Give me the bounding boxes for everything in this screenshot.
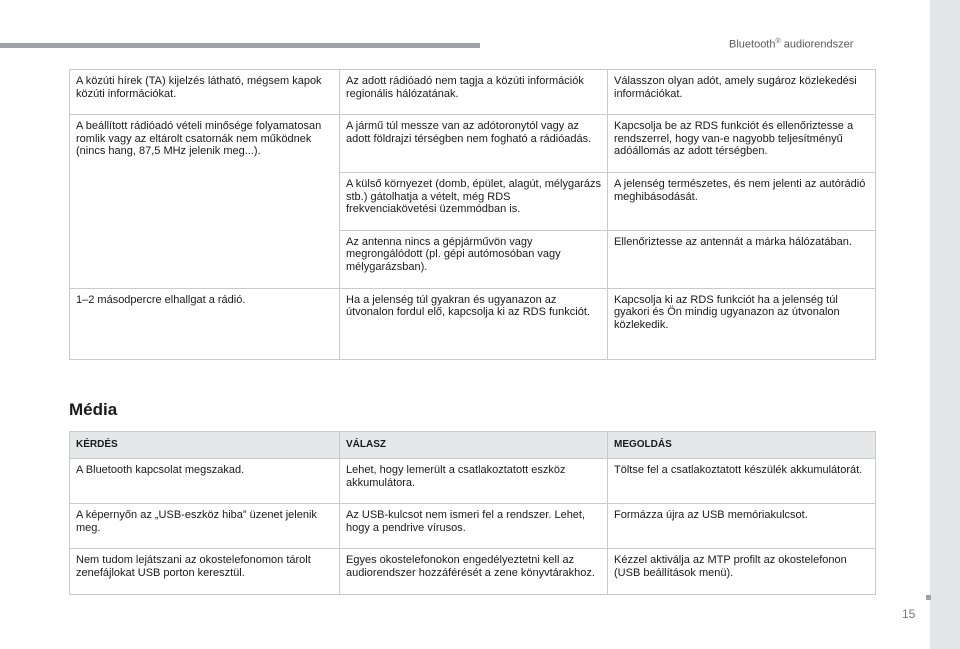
radio-troubleshooting-table xyxy=(69,69,876,360)
page-header-title: Bluetooth® audiorendszer xyxy=(729,38,854,51)
solution-cell: Töltse fel a csatlakoztatott készülék akkumulátorát. xyxy=(608,459,876,504)
table-row xyxy=(70,459,876,504)
header-bar xyxy=(0,43,480,48)
solution-cell: Ellenőriztesse az antennát a márka hálózatában. xyxy=(608,230,876,288)
table-row xyxy=(70,70,876,115)
question-cell: A képernyőn az „USB-eszköz hiba” üzenet jelenik meg. xyxy=(70,504,340,549)
answer-cell: Lehet, hogy lemerült a csatlakoztatott eszköz akkumulátora. xyxy=(340,459,608,504)
table-row xyxy=(70,288,876,360)
answer-cell: A külső környezet (domb, épület, alagút, mélygarázs stb.) gátolhatja a vételt, még RDS frekvenciakövetési üzemmódban is. xyxy=(340,172,608,230)
question-cell: A Bluetooth kapcsolat megszakad. xyxy=(70,459,340,504)
question-cell: Nem tudom lejátszani az okostelefonomon tárolt zenefájlokat USB porton keresztül. xyxy=(70,549,340,594)
solution-cell: Kapcsolja be az RDS funkciót és ellenőriztesse a rendszerrel, hogy van-e nagyobb teljesítményű adóállomás az adott térségben. xyxy=(608,115,876,173)
table-header-row xyxy=(70,432,876,459)
solution-cell: Válasszon olyan adót, amely sugároz közlekedési információkat. xyxy=(608,70,876,115)
side-strip xyxy=(930,0,960,649)
solution-cell: Kapcsolja ki az RDS funkciót ha a jelenség túl gyakori és Ön mindig ugyanazon az útvonalon közlekedik. xyxy=(608,288,876,360)
column-header-solution: MEGOLDÁS xyxy=(608,432,876,459)
column-header-question: KÉRDÉS xyxy=(70,432,340,459)
question-cell: 1–2 másodpercre elhallgat a rádió. xyxy=(70,288,340,360)
page-marker xyxy=(926,595,931,600)
section-title: Média xyxy=(69,400,118,419)
answer-cell: Ha a jelenség túl gyakran és ugyanazon az útvonalon fordul elő, kapcsolja ki az RDS funkciót. xyxy=(340,288,608,360)
table-row xyxy=(70,115,876,173)
solution-cell: Kézzel aktiválja az MTP profilt az okostelefonon (USB beállítások menü). xyxy=(608,549,876,594)
table-row xyxy=(70,504,876,549)
solution-cell: A jelenség természetes, és nem jelenti az autórádió meghibásodását. xyxy=(608,172,876,230)
column-header-answer: VÁLASZ xyxy=(340,432,608,459)
question-cell: A közúti hírek (TA) kijelzés látható, mégsem kapok közúti információkat. xyxy=(70,70,340,115)
answer-cell: Az USB-kulcsot nem ismeri fel a rendszer. Lehet, hogy a pendrive vírusos. xyxy=(340,504,608,549)
solution-cell: Formázza újra az USB memóriakulcsot. xyxy=(608,504,876,549)
answer-cell: A jármű túl messze van az adótoronytól vagy az adott földrajzi térségben nem fogható a rádióadás. xyxy=(340,115,608,173)
answer-cell: Az adott rádióadó nem tagja a közúti információk regionális hálózatának. xyxy=(340,70,608,115)
table-row xyxy=(70,549,876,594)
page-number: 15 xyxy=(902,607,916,621)
answer-cell: Egyes okostelefonokon engedélyeztetni kell az audiorendszer hozzáférését a zene könyvtárakhoz. xyxy=(340,549,608,594)
media-troubleshooting-table xyxy=(69,431,876,595)
answer-cell: Az antenna nincs a gépjárművön vagy megrongálódott (pl. gépi autómosóban vagy mélygarázsban). xyxy=(340,230,608,288)
question-cell: A beállított rádióadó vételi minősége folyamatosan romlik vagy az eltárolt csatornák nem működnek (nincs hang, 87,5 MHz jelenik meg...). xyxy=(70,115,340,288)
